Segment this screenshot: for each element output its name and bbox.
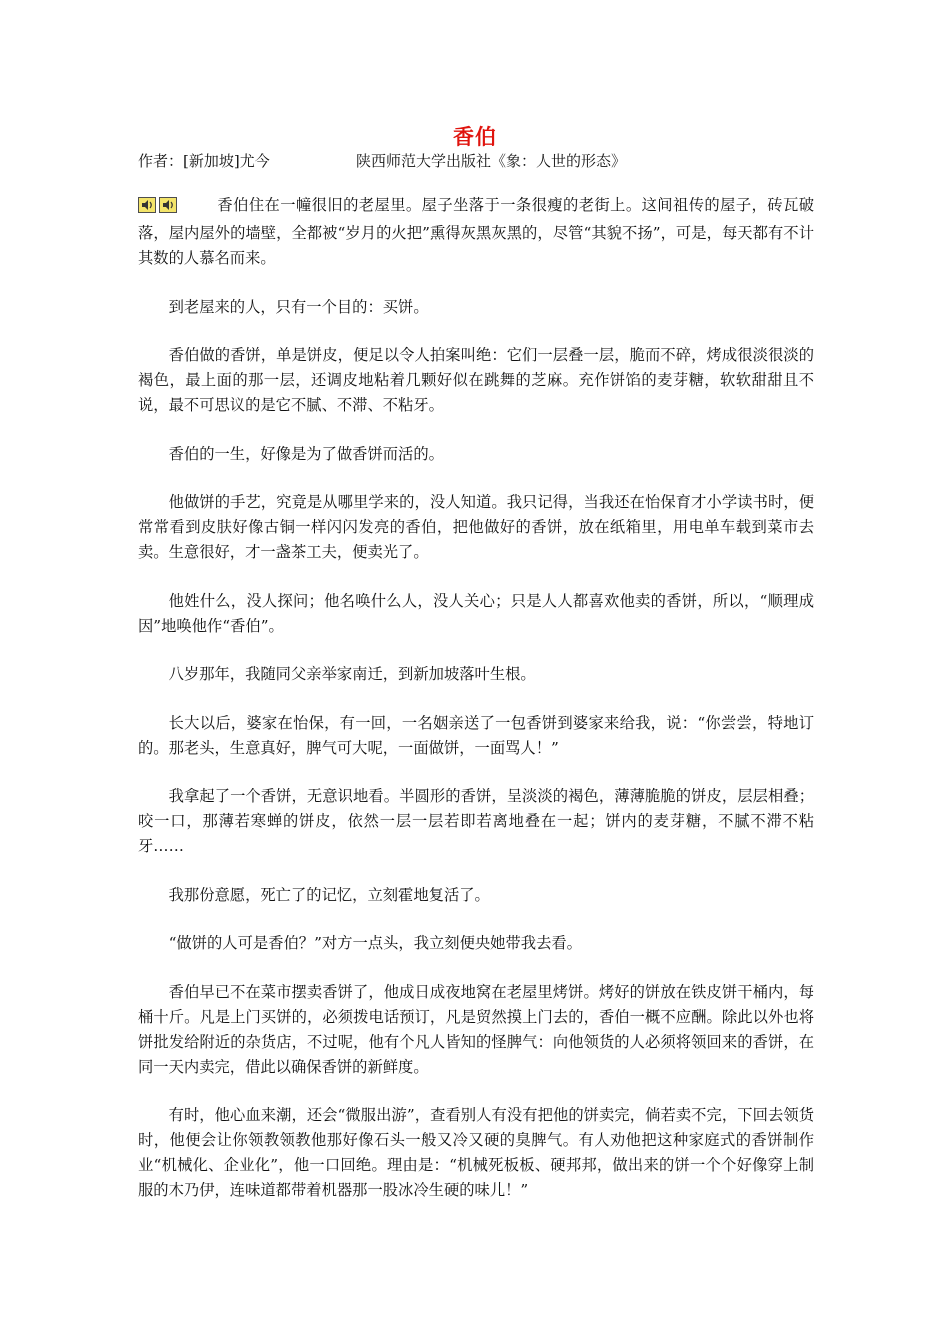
author-credit: 作者：[新加坡]尤今 bbox=[138, 152, 270, 170]
paragraph: 八岁那年，我随同父亲举家南迁，到新加坡落叶生根。 bbox=[168, 665, 536, 683]
paragraph: 到老屋来的人，只有一个目的：买饼。 bbox=[168, 297, 429, 316]
paragraph: 香伯做的香饼，单是饼皮，便足以令人拍案叫绝：它们一层叠一层，脆而不碎，烤成很淡很淡的褐色，最上面的那一层，还调皮地粘着几颗好似在跳舞的芝麻。充作饼馅的麦芽糖，软软甜甜且不说，最不可思议的是它不腻、不滞、不粘牙。 bbox=[138, 346, 814, 414]
publication-source: 陕西师范大学出版社《象：人世的形态》 bbox=[356, 152, 627, 170]
paragraph: 他做饼的手艺，究竟是从哪里学来的，没人知道。我只记得，当我还在怡保育才小学读书时，便常常看到皮肤好像古铜一样闪闪发亮的香伯，把他做好的香饼，放在纸箱里，用电单车载到菜市去卖。生意很好，才一盏茶工夫，便卖光了。 bbox=[138, 493, 814, 561]
byline bbox=[138, 151, 838, 171]
paragraph bbox=[138, 193, 814, 271]
paragraph-text: 香伯住在一幢很旧的老屋里。屋子坐落于一条很瘦的老街上。这间祖传的屋子，砖瓦破落，屋内屋外的墙壁，全都被“岁月的火把”熏得灰黑灰黑的，尽管“其貌不扬”，可是，每天都有不计其数的人慕名而来。 bbox=[138, 196, 814, 267]
audio-icon[interactable] bbox=[159, 197, 177, 213]
paragraph: 我那份意愿，死亡了的记忆，立刻霍地复活了。 bbox=[168, 885, 490, 904]
paragraph: 长大以后，婆家在怡保，有一回，一名姻亲送了一包香饼到婆家来给我，说：“你尝尝，特地订的。那老头，生意真好，脾气可大呢，一面做饼，一面骂人！” bbox=[138, 713, 814, 757]
article-title: 香伯 bbox=[453, 125, 497, 149]
paragraph: 香伯的一生，好像是为了做香饼而活的。 bbox=[168, 444, 444, 463]
article-body bbox=[138, 193, 814, 1227]
audio-controls bbox=[138, 196, 180, 221]
paragraph: 他姓什么，没人探问；他名唤什么人，没人关心；只是人人都喜欢他卖的香饼，所以，“顺理成因”地唤他作“香伯”。 bbox=[138, 591, 814, 635]
paragraph: 有时，他心血来潮，还会“微服出游”，查看别人有没有把他的饼卖完，倘若卖不完，下回去领货时，他便会让你领教领教他那好像石头一般又冷又硬的臭脾气。有人劝他把这种家庭式的香饼制作业“机械化、企业化”，他一口回绝。理由是：“机械死板板、硬邦邦，做出来的饼一个个好像穿上制服的木乃伊，连味道都带着机器那一股冰冷生硬的味儿！” bbox=[138, 1106, 814, 1199]
audio-icon[interactable] bbox=[138, 197, 156, 213]
paragraph: 香伯早已不在菜市摆卖香饼了，他成日成夜地窝在老屋里烤饼。烤好的饼放在铁皮饼干桶内，每桶十斤。凡是上门买饼的，必须拨电话预订，凡是贸然摸上门去的，香伯一概不应酬。除此以外也将饼批发给附近的杂货店，不过呢，他有个凡人皆知的怪脾气：向他领货的人必须将领回来的香饼，在同一天内卖完，借此以确保香饼的新鲜度。 bbox=[138, 982, 814, 1076]
paragraph: 我拿起了一个香饼，无意识地看。半圆形的香饼，呈淡淡的褐色，薄薄脆脆的饼皮，层层相叠；咬一口，那薄若寒蝉的饼皮，依然一层一层若即若离地叠在一起；饼内的麦芽糖，不腻不滞不粘牙…… bbox=[138, 787, 814, 855]
paragraph: “做饼的人可是香伯？”对方一点头，我立刻便央她带我去看。 bbox=[168, 934, 582, 952]
